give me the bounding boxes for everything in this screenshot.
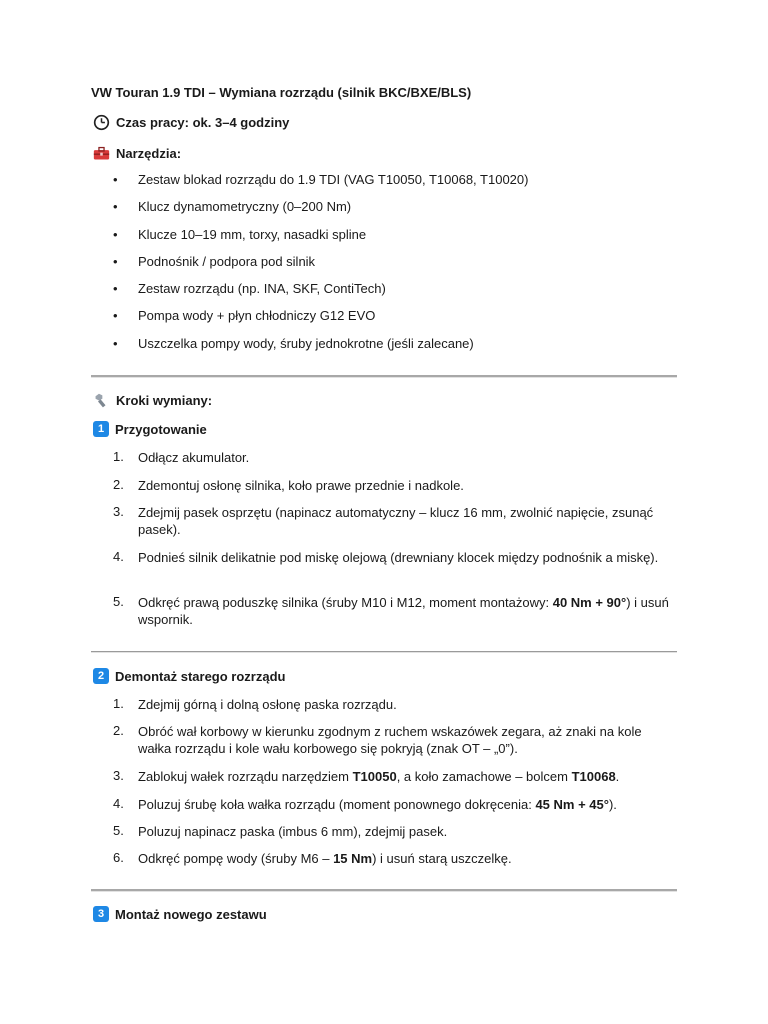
section-2-title: Demontaż starego rozrządu (115, 668, 286, 684)
tool-item: • Pompa wody + płyn chłodniczy G12 EVO (113, 308, 376, 323)
work-time-label: Czas pracy: ok. 3–4 godziny (116, 115, 290, 130)
tool-item: • Podnośnik / podpora pod silnik (113, 254, 316, 269)
work-time-row (93, 114, 289, 131)
section-3-title: Montaż nowego zestawu (115, 906, 267, 922)
steps-heading (93, 392, 212, 409)
tool-item: • Zestaw blokad rozrządu do 1.9 TDI (VAG T10050, T10068, T10020) (113, 172, 529, 187)
section-1-title: Przygotowanie (115, 421, 207, 437)
tools-heading-label: Narzędzia: (116, 146, 182, 161)
document-title: VW Touran 1.9 TDI – Wymiana rozrządu (silnik BKC/BXE/BLS) (91, 85, 472, 100)
section-2-heading (93, 668, 285, 684)
section-2-badge: 2 (93, 668, 109, 684)
tool-item: • Klucz dynamometryczny (0–200 Nm) (113, 199, 352, 214)
tool-item: • Uszczelka pompy wody, śruby jednokrotne (jeśli zalecane) (113, 336, 474, 351)
tool-item: • Zestaw rozrządu (np. INA, SKF, ContiTech) (113, 281, 386, 296)
nut-bolt-icon (93, 392, 110, 409)
section-3-heading (93, 906, 267, 922)
section-3-badge: 3 (93, 906, 109, 922)
steps-heading-label: Kroki wymiany: (116, 393, 213, 408)
tool-item: • Klucze 10–19 mm, torxy, nasadki spline (113, 227, 367, 242)
clock-icon (93, 114, 110, 131)
divider (91, 651, 677, 653)
tools-heading (93, 145, 181, 162)
toolbox-icon (93, 145, 110, 162)
divider (91, 375, 677, 378)
section-1-badge: 1 (93, 421, 109, 437)
section-1-heading (93, 421, 207, 437)
divider (91, 889, 677, 892)
document-page: VW Touran 1.9 TDI – Wymiana rozrządu (silnik BKC/BXE/BLS) Czas pracy: ok. 3–4 godziny Narzędzia: • Zestaw blokad rozrządu do 1.9 TDI (VAG T10050, T10068, T10020) • Klucz dynamometryczny (0–200 Nm) • Klucze 10–19 mm, torxy, nasadki spline • Podnośnik / podpora pod silnik • Zestaw rozrządu (np. INA, SKF, ContiTech) • Pompa wody + płyn chłodniczy G12 EVO • Uszczelka pompy wody, śruby jednokrotne (jeśli zalecane) Kroki wymiany: 1 Przygotowanie 1. Odłącz akumulator. 2. Zdemontuj osłonę silnika, koło prawe przednie i nadkole. 3. Zdejmij pasek osprzętu (napinacz automatyczny – klucz 16 mm, zwolnić napięcie, zsunąć pasek). 4. Podnieś silnik delikatnie pod miskę olejową (drewniany klocek między podnośnik a miskę). 5. Odkręć prawą poduszkę silnika (śruby M10 i M12, moment montażowy: 40 Nm + 90°) i usuń wspornik. 2 Demontaż starego rozrządu 1. Zdejmij górną i dolną osłonę paska rozrządu. 2. Obróć wał korbowy w kierunku zgodnym z ruchem wskazówek zegara, aż znaki na kole wałka rozrządu i kole wału korbowego się pokryją (znak OT – „0”). 3. Zablokuj wałek rozrządu narzędziem T10050, a koło zamachowe – bolcem T10068. 4. Poluzuj śrubę koła wałka rozrządu (moment ponownego dokręcenia: 45 Nm + 45°). 5. Poluzuj napinacz paska (imbus 6 mm), zdejmij pasek. 6. Odkręć pompę wody (śruby M6 – 15 Nm) i usuń starą uszczelkę. 3 Montaż nowego zestawu (0, 0, 768, 1024)
